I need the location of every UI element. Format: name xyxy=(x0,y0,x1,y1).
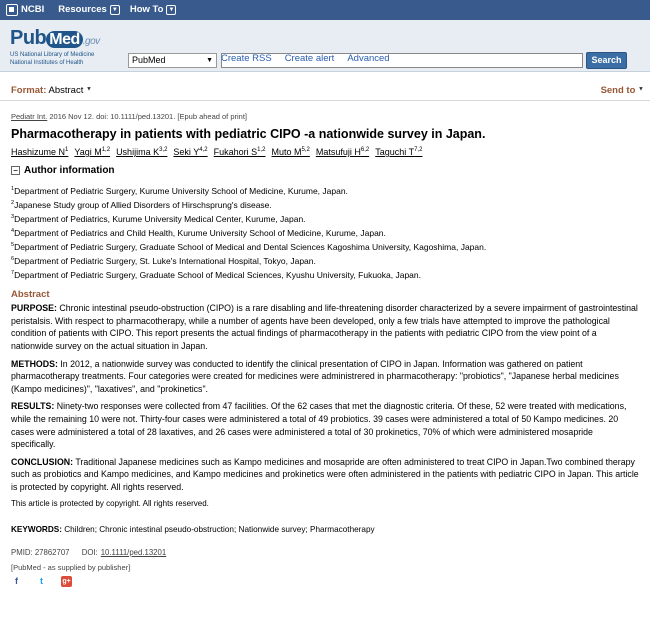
author-link[interactable]: Yagi M$^{1,2}$ xyxy=(74,147,111,157)
abstract-section: CONCLUSION: Traditional Japanese medicines such as Kampo medicines and mosapride are often administered to treat CIPO in Japan.Two combined therapy such as probiotics and Kampo medicines, and Kampo medicines and prokinetics were often administered in the patients with pediatric CIPO in Japan. This article is protected by copyright. All rights reserved. xyxy=(11,456,639,492)
identifiers: PMID: 27862707 DOI: 10.1111/ped.13201 xyxy=(11,547,167,557)
keywords: KEYWORDS: Children; Chronic intestinal pseudo-obstruction; Nationwide survey; Pharmacotherapy xyxy=(11,524,375,534)
chevron-down-icon: ▼ xyxy=(166,5,176,15)
abstract-section: PURPOSE: Chronic intestinal pseudo-obstruction (CIPO) is a rare disabling and life-threatening disorder characterized by a severe impairment of gastrointestinal peristalsis. With respect to pharmacotherapy, while a number of agents have been developed, only a few trials have attempted to improve the pathological condition of patients with CIPO. This report presents the actual findings of pharmacotherapy in the patients with pediatric CIPO from the view point of a nationwide survey on the actual situation in Japan. xyxy=(11,303,638,352)
author-information-toggle[interactable]: − Author information xyxy=(11,164,639,177)
journal-link[interactable]: Pediatr Int. xyxy=(11,112,48,121)
create-rss-link[interactable]: Create RSS xyxy=(221,53,272,64)
article-content xyxy=(11,112,639,587)
pmid: PMID: 27862707 xyxy=(11,547,70,557)
send-to-menu[interactable]: Send to ▼ xyxy=(600,84,644,96)
affiliation-item: $^2$Japanese Study group of Allied Disorders of Hirschsprung's disease. xyxy=(11,199,272,210)
search-button[interactable]: Search xyxy=(586,52,627,69)
dropdown-arrow-icon: ▼ xyxy=(638,86,644,93)
author-link[interactable]: Hashizume $N^1$ xyxy=(11,147,69,157)
social-share xyxy=(11,576,639,587)
author-link[interactable]: Ushijima K$^{3,2}$ xyxy=(116,147,168,157)
affiliation-item: $^3$Department of Pediatrics, Kurume University Medical Center, Kurume, Japan. xyxy=(11,213,306,224)
chevron-down-icon: ▼ xyxy=(110,5,120,15)
doi-link[interactable]: 10.1111/ped.13201 xyxy=(100,547,167,557)
ncbi-logo-icon xyxy=(6,4,18,16)
abstract-section: RESULTS: Ninety-two responses were collected from 47 facilities. Of the 62 cases that met the diagnostic criteria. Of these, 52 were treated with medications, while the remaining 10 were not. Thirty-four cases were administered a total of 49 probiotics. 39 cases were administered a total of 50 Kampo medicines. 20 cases were administered a total of 28 laxatives, and 26 cases were administered a total of 30 prokinetics, 70% of which were administered mosapride specifically. xyxy=(11,401,627,450)
format-bar xyxy=(0,82,650,101)
copyright-note: This article is protected by copyright. All rights reserved. xyxy=(11,498,209,508)
author-list xyxy=(11,147,639,159)
affiliation-item: $^4$Department of Pediatrics and Child Health, Kurume University School of Medicine, Kurume, Japan. xyxy=(11,227,386,238)
resources-menu[interactable]: Resources ▼ xyxy=(58,4,120,16)
collapse-icon: − xyxy=(11,166,20,175)
database-select[interactable]: PubMed ▼ xyxy=(128,53,217,68)
facebook-icon[interactable]: f xyxy=(15,576,18,587)
supplied-note: [PubMed - as supplied by publisher] xyxy=(11,562,131,572)
affiliation-item: $^5$Department of Pediatric Surgery, Graduate School of Medical and Dental Sciences Kagoshima University, Kagoshima, Japan. xyxy=(11,241,487,252)
advanced-link[interactable]: Advanced xyxy=(347,53,390,64)
article-title: Pharmacotherapy in patients with pediatric CIPO -a nationwide survey in Japan. xyxy=(11,126,486,141)
select-arrow-icon: ▼ xyxy=(206,56,213,64)
format-menu[interactable]: Format: Abstract ▼ xyxy=(11,84,92,96)
twitter-icon[interactable]: t xyxy=(40,576,43,587)
abstract-section: METHODS: In 2012, a nationwide survey was conducted to identify the clinical presentation of CIPO in Japan. Information was gathered on patient pharmacotherapy treatments. Four categories were created for medicines were administrered in pharmacotherapy: "probiotics", "Japanese herbal medicines (Kampo medicines)", "laxatives", and "prokinetics". xyxy=(11,358,619,394)
search-links xyxy=(221,53,390,65)
ncbi-top-bar xyxy=(0,0,650,20)
author-link[interactable]: Taguchi T$^{7,2}$ xyxy=(375,147,423,157)
author-link[interactable]: Fukahori S$^{1,2}$ xyxy=(213,147,266,157)
create-alert-link[interactable]: Create alert xyxy=(284,53,335,64)
author-link[interactable]: Muto M$^{5,2}$ xyxy=(271,147,310,157)
abstract-body xyxy=(11,302,639,493)
affiliation-item: $^7$Department of Pediatric Surgery, Graduate School of Medical Sciences, Kyushu University, Fukuoka, Japan. xyxy=(11,269,421,280)
affiliation-item: $^1$Department of Pediatric Surgery, Kurume University School of Medicine, Kurume, Japan. xyxy=(11,185,348,196)
affiliation-item: $^6$Department of Pediatric Surgery, St. Luke's International Hospital, Tokyo, Japan. xyxy=(11,255,316,266)
author-link[interactable]: Seki Y$^{4,2}$ xyxy=(173,147,208,157)
pubmed-logo[interactable]: Pub Med .gov US National Library of Medicine National Institutes of Health xyxy=(10,27,100,67)
google-plus-icon[interactable]: g+ xyxy=(61,576,72,587)
ncbi-logo[interactable]: NCBI xyxy=(6,4,44,16)
abstract-heading: Abstract xyxy=(11,288,50,300)
citation: Pediatr Int. 2016 Nov 12. doi: 10.1111/ped.13201. [Epub ahead of print] xyxy=(11,112,248,121)
how-to-menu[interactable]: How To ▼ xyxy=(130,4,177,16)
affiliations xyxy=(11,183,639,281)
dropdown-arrow-icon: ▼ xyxy=(86,86,92,93)
author-link[interactable]: Matsufuji H$^{6,2}$ xyxy=(315,147,370,157)
